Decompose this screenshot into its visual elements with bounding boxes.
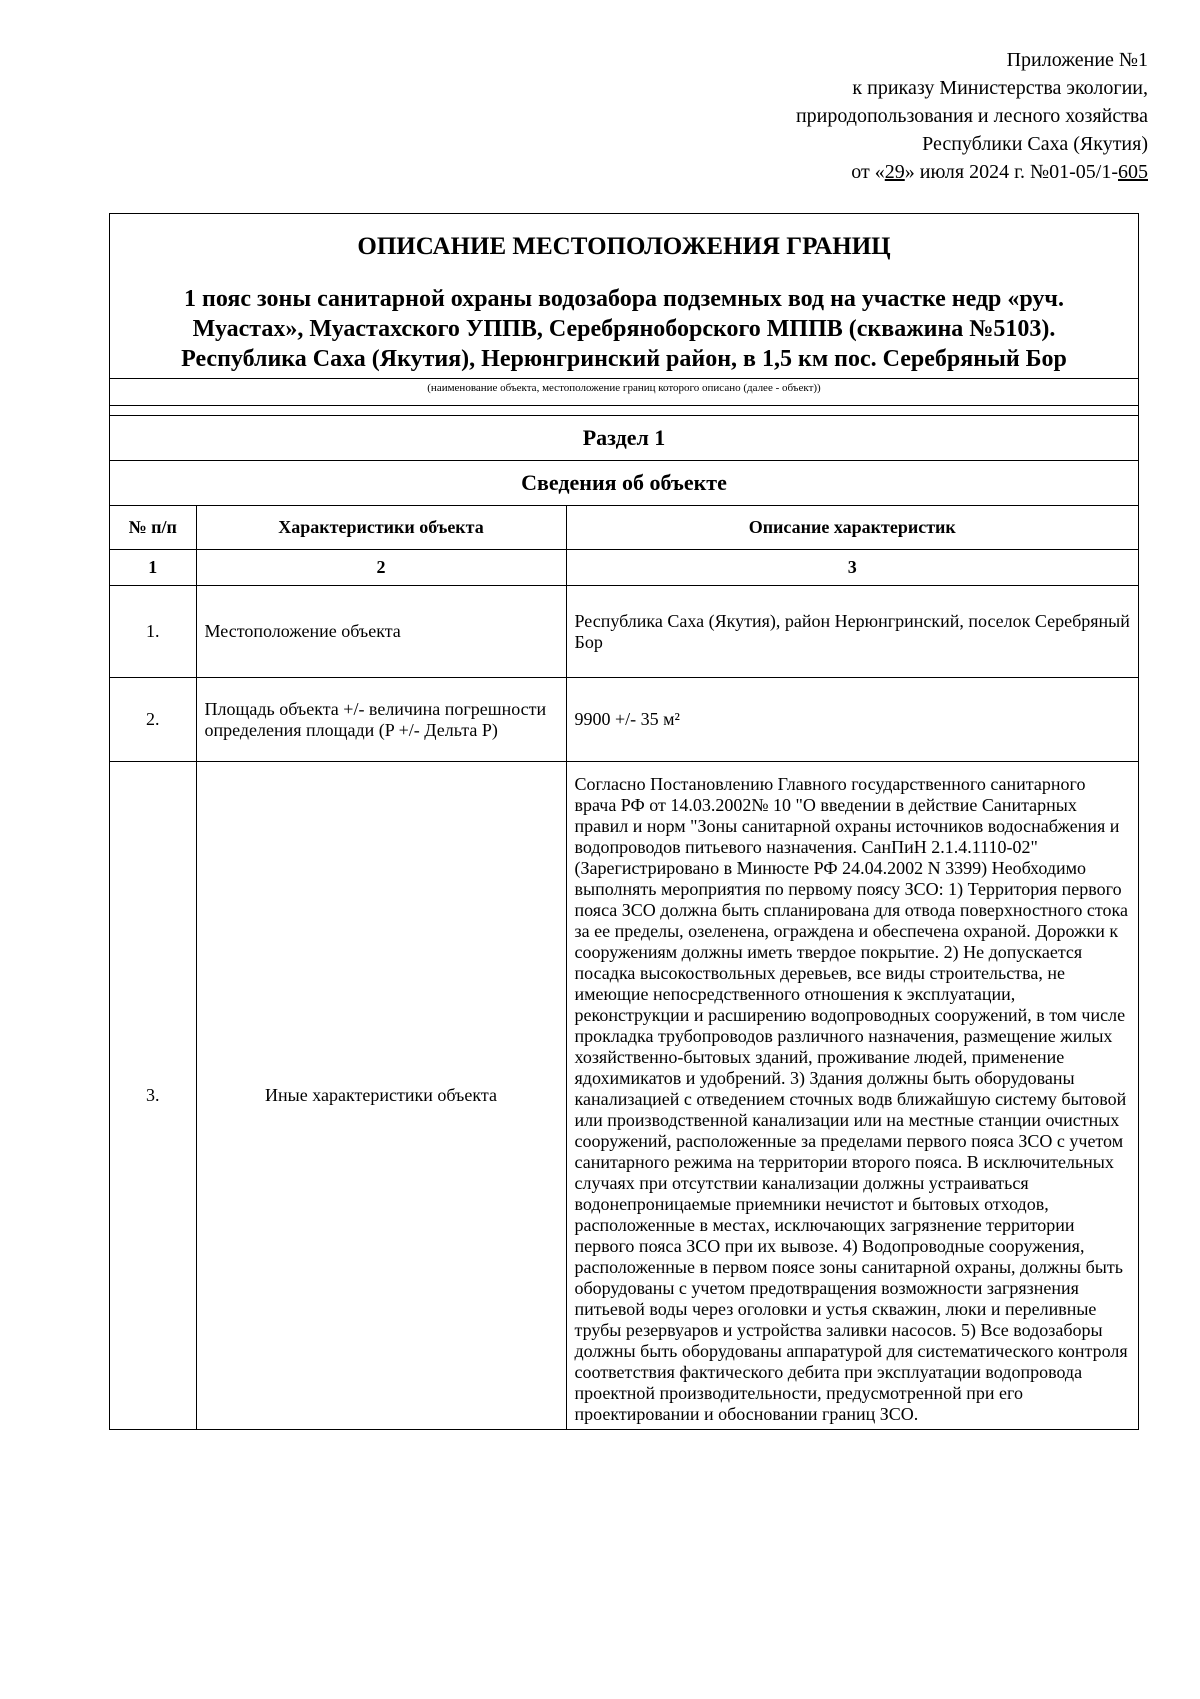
appendix-date-line: [448, 158, 1148, 186]
subsection-title: Сведения об объекте: [110, 460, 1138, 505]
column-header-description: Описание характеристик: [566, 506, 1138, 550]
document-title: ОПИСАНИЕ МЕСТОПОЛОЖЕНИЯ ГРАНИЦ: [357, 233, 891, 260]
document-head: [110, 214, 1138, 406]
column-number: 3: [566, 550, 1138, 586]
appendix-line: Приложение №1: [1006, 49, 1148, 71]
table-row: [110, 678, 1138, 762]
table-numbering-row: [110, 550, 1138, 586]
row-characteristic: Иные характеристики объекта: [196, 762, 566, 1430]
column-header-characteristic: Характеристики объекта: [196, 506, 566, 550]
object-name: 1 пояс зоны санитарной охраны водозабора подземных вод на участке недр «руч. Муастах», Муастахского УППВ, Серебряноборского МППВ (скважина №5103). Республика Саха (Якутия), Нерюнгринский район, в 1,5 км пос. Серебряный Бор: [181, 286, 1067, 372]
appendix-line: природопользования и лесного хозяйства: [795, 105, 1148, 127]
table-row: [110, 762, 1138, 1430]
section-title: Раздел 1: [110, 415, 1138, 460]
row-description: Согласно Постановлению Главного государственного санитарного врача РФ от 14.03.2002№ 10 "О введении в действие Санитарных правил и норм "Зоны санитарной охраны источников водоснабжения и водопроводов питьевого назначения. СанПиН 2.1.4.1110-02" (Зарегистрировано в Минюсте РФ 24.04.2002 N 3399) Необходимо выполнять мероприятия по первому поясу ЗСО: 1) Территория первого пояса ЗСО должна быть спланирована для отвода поверхностного стока за ее пределы, озеленена, ограждена и обеспечена охраной. Дорожки к сооружениям должны иметь твердое покрытие. 2) Не допускается посадка высокоствольных деревьев, все виды строительства, не имеющие непосредственного отношения к эксплуатации, реконструкции и расширению водопроводных сооружений, в том числе прокладка трубопроводов различного назначения, размещение жилых хозяйственно-бытовых зданий, проживание людей, применение ядохимикатов и удобрений. 3) Здания должны быть оборудованы канализацией с отведением сточных водв ближайшую систему бытовой или производственной канализации или на местные станции очистных сооружений, расположенные за пределами первого пояса ЗСО с учетом санитарного режима на территории второго пояса. В исключительных случаях при отсутствии канализации должны устраиваться водонепроницаемые приемники нечистот и бытовых отходов, расположенные в местах, исключающих загрязнение территории первого пояса ЗСО при их вывозе. 4) Водопроводные сооружения, расположенные в первом поясе зоны санитарной охраны, должны быть оборудованы с учетом предотвращения возможности загрязнения питьевой воды через оголовки и устья скважин, люки и переливные трубы резервуаров и устройства заливки насосов. 5) Все водозаборы должны быть оборудованы аппаратурой для систематического контроля соответствия фактического дебита при эксплуатации водопровода проектной производительности, предусмотренной при его проектировании и обосновании границ ЗСО.: [566, 762, 1138, 1430]
document-frame: [109, 213, 1139, 1430]
appendix-date-middle: » июля 2024 г. №01-05/1-: [904, 161, 1118, 183]
column-header-number: № п/п: [110, 506, 196, 550]
row-number: 2.: [110, 678, 196, 762]
object-info-table: [110, 505, 1138, 1429]
appendix-date-prefix: от «: [851, 161, 885, 183]
row-number: 3.: [110, 762, 196, 1430]
appendix-header: [448, 46, 1148, 186]
appendix-line: к приказу Министерства экологии,: [852, 77, 1148, 99]
appendix-line: Республики Саха (Якутия): [922, 133, 1148, 155]
table-row: [110, 586, 1138, 678]
row-characteristic: Местоположение объекта: [196, 586, 566, 678]
object-name-caption: (наименование объекта, местоположение границ которого описано (далее - объект)): [110, 378, 1138, 406]
table-header-row: [110, 506, 1138, 550]
column-number: 1: [110, 550, 196, 586]
appendix-day: 29: [884, 161, 905, 183]
row-number: 1.: [110, 586, 196, 678]
column-number: 2: [196, 550, 566, 586]
row-characteristic: Площадь объекта +/- величина погрешности определения площади (P +/- Дельта P): [196, 678, 566, 762]
appendix-order-number: 605: [1118, 161, 1148, 183]
row-description: Республика Саха (Якутия), район Нерюнгринский, поселок Серебряный Бор: [566, 586, 1138, 678]
row-description: 9900 +/- 35 м²: [566, 678, 1138, 762]
